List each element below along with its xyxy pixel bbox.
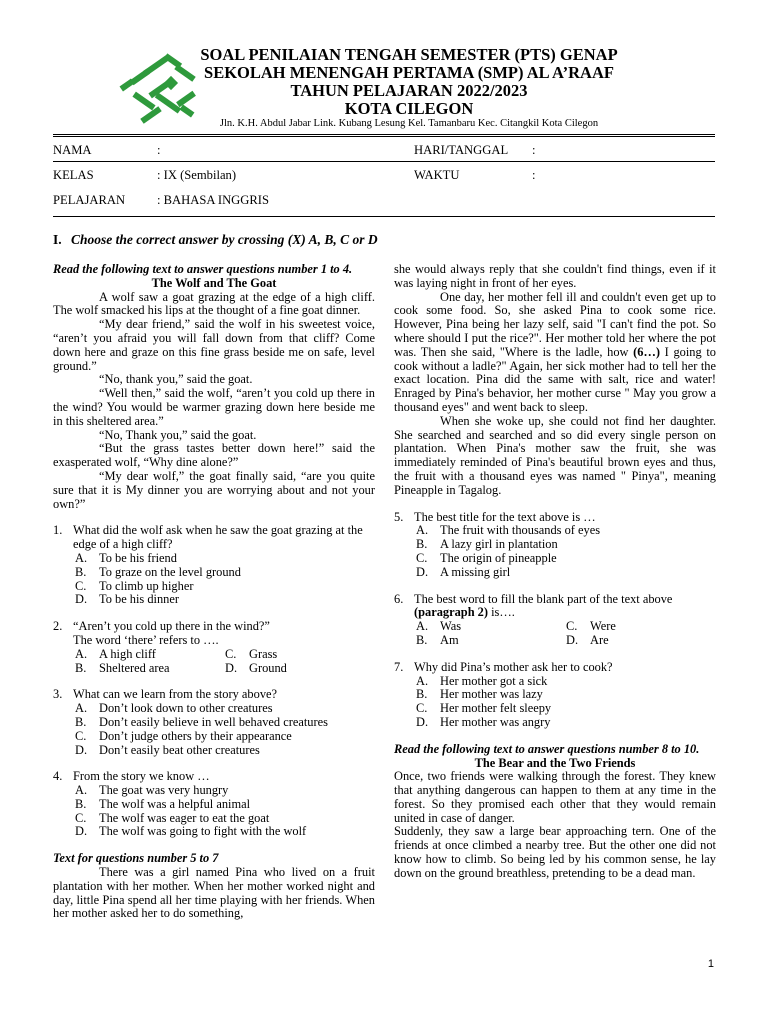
wolf-paragraph: “Well then,” said the wolf, “aren’t you cold up there in the wind? You would be warmer grazing down here beside me in this sheltered area.” (53, 386, 375, 428)
option-text: To climb up higher (99, 578, 194, 593)
pina-paragraph: There was a girl named Pina who lived on a fruit plantation with her mother. When her mother worked night and day, little Pina spend all her time playing with her friends. When her mother asked her to do something, (53, 865, 375, 921)
option-a[interactable]: A. Was (416, 619, 462, 634)
option-d[interactable]: D. To be his dinner (75, 592, 179, 607)
option-text: Am (440, 632, 459, 647)
question-text: The best word to fill the blank part of the text above (paragraph 2) is…. (414, 591, 673, 620)
option-c[interactable]: C. To climb up higher (75, 578, 194, 593)
option-text: The wolf was going to fight with the wolf (99, 824, 307, 839)
question-2 (53, 620, 375, 675)
option-text: Her mother got a sick (440, 673, 548, 688)
option-c[interactable]: C. Don’t judge others by their appearance (75, 728, 292, 743)
wolf-paragraph: “My dear friend,” said the wolf in his sweetest voice, “aren’t you afraid you will fall down from that cliff? Come down here and graze on this fine grass beside me on safe, level ground.” (53, 317, 375, 373)
option-text: The goat was very hungry (99, 783, 229, 798)
question-4 (53, 770, 375, 839)
question-text: Why did Pina’s mother ask her to cook? (414, 659, 613, 674)
option-text: Her mother was angry (440, 714, 551, 729)
option-b[interactable]: B. The wolf was a helpful animal (75, 796, 251, 811)
question-number: 1. (53, 523, 63, 538)
question-number: 6. (394, 591, 404, 606)
kelas-label: KELAS (53, 168, 94, 182)
option-text: A lazy girl in plantation (440, 537, 558, 552)
hari-label: HARI/TANGGAL (414, 143, 509, 157)
paragraph-text: I going to cook without a ladle?" Again, her sick mother had to tell her the exact location. Pina did the same with salt, rice and water! Enraged by Pina's behavior, her mother curse " May you grow a thousand eyes" and went back to sleep. (394, 344, 717, 414)
option-d[interactable]: D. Her mother was angry (416, 714, 551, 729)
pina-paragraph-2 (394, 291, 716, 415)
option-text: A high cliff (99, 646, 156, 661)
intro-q1-4: Read the following text to answer questions number 1 to 4. (53, 262, 353, 276)
option-d[interactable]: D. Ground (225, 660, 287, 675)
option-text: Don’t look down to other creatures (99, 701, 273, 716)
question-text: The best title for the text above is … (414, 509, 596, 524)
option-text: To be his dinner (99, 592, 179, 607)
option-b[interactable]: B. Her mother was lazy (416, 687, 543, 702)
question-5 (394, 511, 716, 580)
header-rule-2 (53, 136, 715, 137)
header-rule (53, 134, 715, 135)
kelas-value: : IX (Sembilan) (157, 168, 237, 182)
option-text: Her mother was lazy (440, 687, 543, 702)
nama-label: NAMA (53, 143, 92, 157)
option-text: The fruit with thousands of eyes (440, 523, 601, 538)
option-text: Were (590, 619, 616, 634)
wolf-paragraph: “No, thank you,” said the goat. (99, 372, 253, 387)
option-c[interactable]: C. Were (566, 619, 616, 634)
pina-paragraph: When she woke up, she could not find her daughter. She searched and searched and so did every single person on plantation. When Pina's mother saw the fruit, she was immediately reminded of Pina's beautiful brown eyes and thus, the fruit with a thousand eyes was named " Pinya", meaning Pineapple in Tagalog. (394, 413, 716, 497)
question-text: What can we learn from the story above? (73, 687, 278, 702)
header-line-4: KOTA CILEGON (344, 99, 474, 118)
pelajaran-value: : BAHASA INGGRIS (157, 193, 269, 207)
question-number: 5. (394, 509, 404, 524)
waktu-label: WAKTU (414, 168, 460, 182)
option-text: To be his friend (99, 550, 177, 565)
option-d[interactable]: D. A missing girl (416, 564, 511, 579)
left-column (53, 263, 375, 921)
blank-marker: (6…) (633, 344, 661, 359)
pina-paragraph: she would always reply that she couldn't find things, even if it was laying night in front of her eyes. (394, 262, 716, 290)
option-c[interactable]: C. Grass (225, 646, 278, 661)
option-text: Sheltered area (99, 660, 170, 675)
question-number: 3. (53, 687, 63, 702)
question-6 (394, 593, 716, 648)
option-text: Don’t judge others by their appearance (99, 728, 292, 743)
question-number: 7. (394, 659, 404, 674)
identity-rule-2 (53, 216, 715, 217)
identity-rule (53, 161, 715, 162)
intro-q8-10: Read the following text to answer questions number 8 to 10. (394, 741, 700, 756)
option-c[interactable]: C. The wolf was eager to eat the goat (75, 810, 270, 825)
option-text: Don’t easily beat other creatures (99, 742, 260, 757)
option-text: The origin of pineapple (440, 550, 557, 565)
school-address: Jln. K.H. Abdul Jabar Link. Kubang Lesung Kel. Tamanbaru Kec. Citangkil Kota Cilegon (219, 118, 599, 129)
option-a[interactable]: A. The goat was very hungry (75, 783, 229, 798)
bear-paragraph: Suddenly, they saw a large bear approaching tern. One of the friends at once climbed a nearby tree. But the other one did not know how to climb. So being led by his common sense, he lay down on the ground breathless, pretending to be a dead man. (394, 824, 716, 880)
option-text: Are (590, 632, 609, 647)
option-text: Ground (249, 660, 287, 675)
option-text: Her mother felt sleepy (440, 701, 552, 716)
question-number: 4. (53, 769, 63, 784)
option-text: Grass (249, 646, 278, 661)
option-text: A missing girl (440, 564, 511, 579)
question-text-2: The word ‘there’ refers to …. (73, 632, 219, 647)
hari-value: : (532, 143, 536, 157)
option-b[interactable]: B. Sheltered area (75, 660, 170, 675)
option-text: To graze on the level ground (99, 564, 241, 579)
section-instruction: Choose the correct answer by crossing (X) A, B, C or D (71, 232, 378, 247)
header-line-3: TAHUN PELAJARAN 2022/2023 (290, 81, 528, 100)
option-text: The wolf was a helpful animal (99, 796, 251, 811)
waktu-value: : (532, 168, 536, 182)
option-d[interactable]: D. Are (566, 632, 609, 647)
wolf-paragraph: “My dear wolf,” the goat finally said, “are you quite sure that it is My dinner you are worrying about and not your own?” (53, 468, 375, 511)
option-text: Don’t easily believe in well behaved creatures (99, 714, 328, 729)
option-b[interactable]: B. Am (416, 632, 459, 647)
page-number: 1 (707, 958, 714, 970)
section-number: I. (53, 232, 62, 247)
intro-q5-7: Text for questions number 5 to 7 (53, 851, 219, 866)
bear-paragraph: Once, two friends were walking through the forest. They knew that anything dangerous can happen to them at any time in the forest. So they promised each other that they would remain united in case of danger. (394, 769, 716, 825)
option-a[interactable]: A. The fruit with thousands of eyes (416, 523, 601, 538)
option-b[interactable]: B. To graze on the level ground (75, 564, 241, 579)
right-column (394, 263, 716, 881)
option-b[interactable]: B. A lazy girl in plantation (416, 537, 558, 552)
option-a[interactable]: A. A high cliff (75, 646, 156, 661)
option-text: Was (440, 619, 462, 634)
story-title-bear: The Bear and the Two Friends (474, 755, 636, 770)
question-1 (53, 524, 375, 607)
question-text: What did the wolf ask when he saw the goat grazing at the edge of a high cliff? (73, 523, 363, 552)
question-7 (394, 661, 716, 730)
question-3 (53, 688, 375, 757)
wolf-paragraph: “No, Thank you,” said the goat. (99, 427, 257, 442)
option-a[interactable]: A. Don’t look down to other creatures (75, 701, 273, 716)
question-text: From the story we know … (73, 769, 210, 784)
header-line-1: SOAL PENILAIAN TENGAH SEMESTER (PTS) GENAP (200, 45, 618, 64)
section-heading (53, 233, 378, 247)
story-title-wolf: The Wolf and The Goat (151, 275, 277, 290)
wolf-paragraph: “But the grass tastes better down here!” said the exasperated wolf, “Why dine alone?” (53, 441, 375, 470)
option-d[interactable]: D. The wolf was going to fight with the wolf (75, 824, 307, 839)
header-line-2: SEKOLAH MENENGAH PERTAMA (SMP) AL A’RAAF (204, 63, 614, 82)
option-b[interactable]: B. Don’t easily believe in well behaved creatures (75, 714, 328, 729)
question-text: “Aren’t you cold up there in the wind?” (73, 619, 270, 634)
pelajaran-label: PELAJARAN (53, 193, 126, 207)
option-a[interactable]: A. To be his friend (75, 550, 177, 565)
option-d[interactable]: D. Don’t easily beat other creatures (75, 742, 260, 757)
option-c[interactable]: C. The origin of pineapple (416, 550, 557, 565)
option-c[interactable]: C. Her mother felt sleepy (416, 701, 552, 716)
nama-value: : (157, 143, 161, 157)
wolf-paragraph: A wolf saw a goat grazing at the edge of a high cliff. The wolf smacked his lips at the thought of a fine goat dinner. (53, 289, 375, 318)
question-number: 2. (53, 619, 63, 634)
paragraph-text: One day, her mother fell ill and couldn't even get up to cook some food. So, she asked Pina to cook some rice. However, Pina being her lazy self, said "I can't find the pot. So where should I put the rice?". Her mother told her where the pot was. Then she said, "Where is the ladle, how (394, 289, 716, 359)
option-text: The wolf was eager to eat the goat (99, 810, 270, 825)
option-a[interactable]: A. Her mother got a sick (416, 673, 548, 688)
